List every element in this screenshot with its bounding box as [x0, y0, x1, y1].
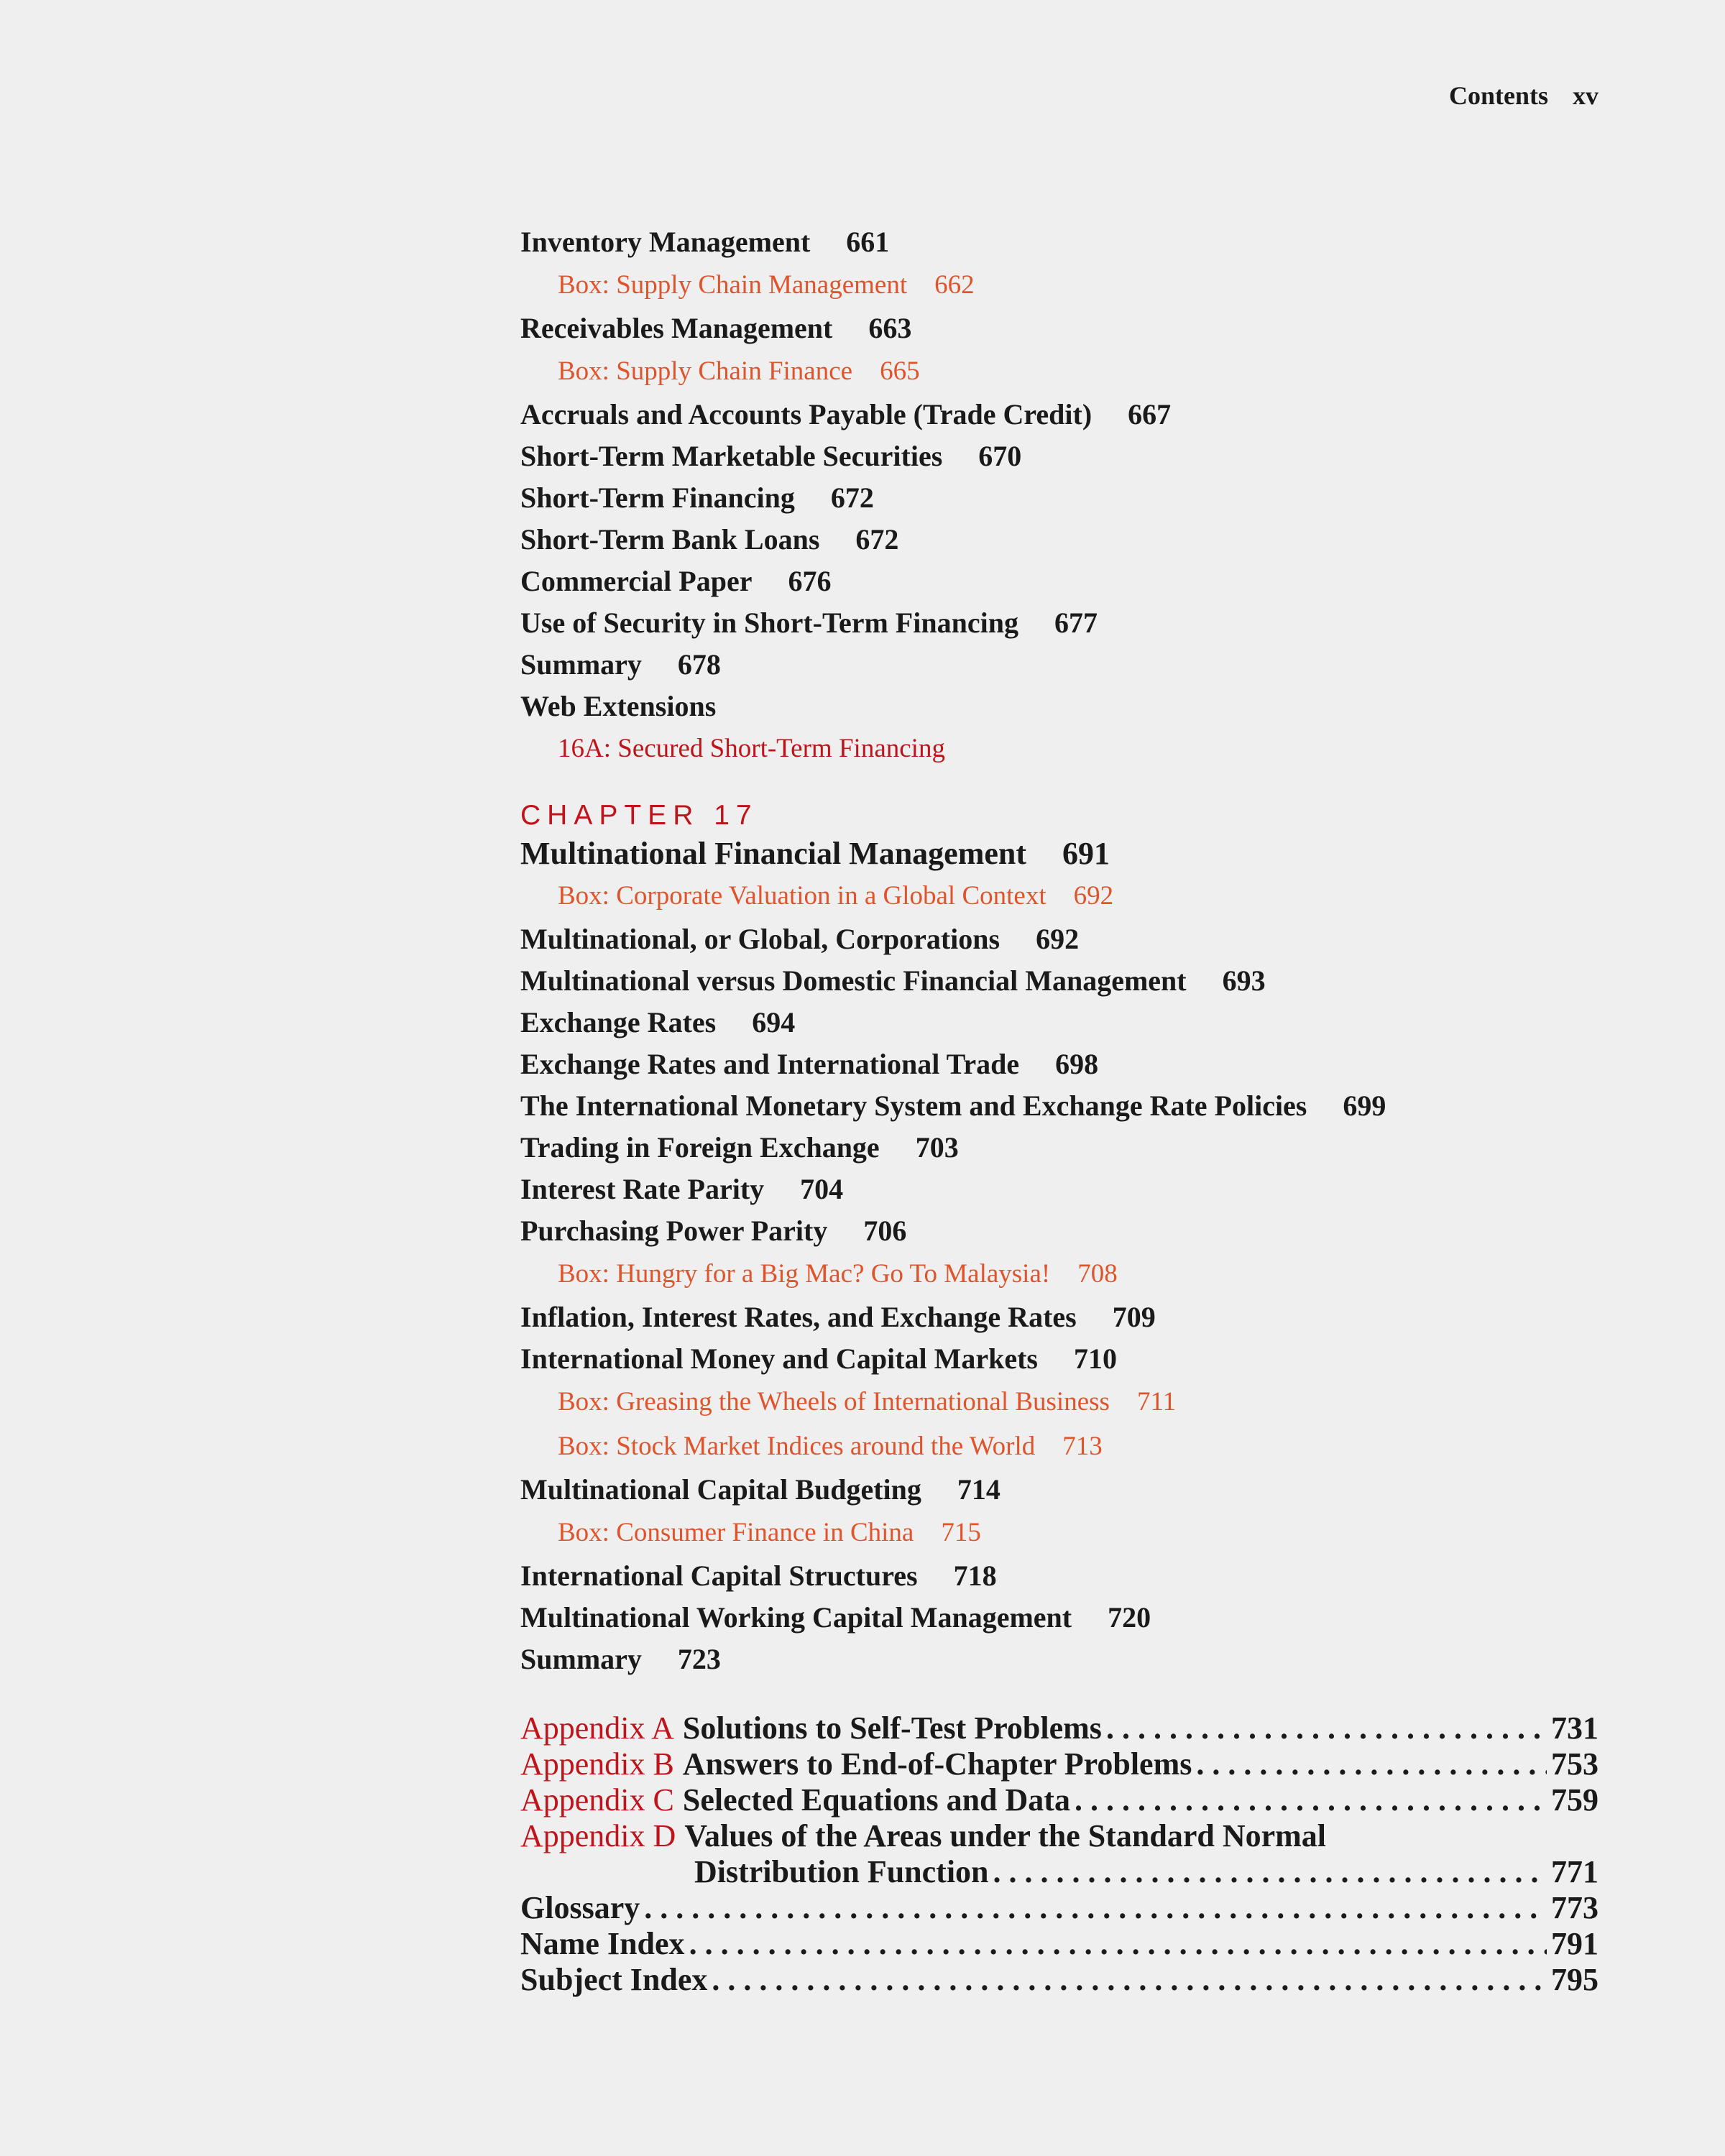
chapter-box-entry[interactable] [520, 1424, 1598, 1469]
top-entry-entry[interactable] [520, 519, 1598, 561]
entry-title: Box: Consumer Finance in China [558, 1518, 914, 1547]
back-matter-page: 795 [1551, 1962, 1598, 1997]
running-head-title: Contents [1448, 81, 1548, 110]
entry-page: 662 [934, 270, 975, 300]
chapter-entry-entry[interactable] [520, 1002, 1598, 1044]
entry-page: 699 [1343, 1089, 1386, 1122]
back-matter-title: Selected Equations and Data [682, 1782, 1070, 1818]
entry-page: 715 [941, 1518, 981, 1547]
dot-leader [644, 1890, 1547, 1926]
top-entry-entry[interactable] [520, 394, 1598, 436]
appendix-label: Appendix B [520, 1746, 674, 1782]
entry-title: The International Monetary System and Exchange Rate Policies [520, 1089, 1307, 1122]
top-entry-entry[interactable] [520, 644, 1598, 686]
entry-title: International Capital Structures [520, 1560, 918, 1592]
entry-title: Inventory Management [520, 226, 811, 258]
chapter-entry-list [520, 874, 1598, 1680]
entry-title: Summary [520, 1643, 642, 1675]
back-matter-page: 791 [1551, 1926, 1598, 1961]
entry-page: 665 [880, 356, 920, 386]
entry-page: 667 [1128, 398, 1172, 430]
entry-title: Summary [520, 648, 642, 681]
entry-page: 710 [1074, 1342, 1117, 1375]
chapter-entry-entry[interactable] [520, 1127, 1598, 1169]
running-head-page: xv [1573, 81, 1598, 110]
chapter-entry-entry[interactable] [520, 1597, 1598, 1639]
back-matter-entry[interactable] [520, 1782, 1598, 1818]
chapter-entry-entry[interactable] [520, 1210, 1598, 1252]
top-entry-entry[interactable] [520, 308, 1598, 349]
entry-title: Multinational Working Capital Management [520, 1601, 1072, 1634]
chapter-label: CHAPTER 17 [520, 800, 758, 831]
entry-page: 663 [868, 312, 912, 344]
back-matter-title: Solutions to Self-Test Problems [682, 1710, 1102, 1746]
chapter-entry-entry[interactable] [520, 1338, 1598, 1380]
chapter-entry-entry[interactable] [520, 1169, 1598, 1210]
back-matter-title: Name Index [520, 1926, 685, 1961]
top-box-entry[interactable] [520, 263, 1598, 308]
back-matter-page: 753 [1551, 1746, 1598, 1782]
back-matter-entry[interactable] [520, 1818, 1598, 1854]
running-head [1449, 80, 1598, 111]
back-matter-title: Values of the Areas under the Standard Normal [684, 1818, 1327, 1853]
back-matter-entry[interactable] [520, 1890, 1598, 1926]
chapter-box-entry[interactable] [520, 1380, 1598, 1424]
top-entry-entry[interactable] [520, 477, 1598, 519]
entry-title: Box: Greasing the Wheels of International Business [558, 1387, 1110, 1416]
entry-page: 709 [1112, 1301, 1156, 1333]
entry-title: Box: Supply Chain Management [558, 270, 908, 300]
entry-title: Commercial Paper [520, 565, 753, 597]
entry-title: Short-Term Bank Loans [520, 523, 820, 556]
entry-page: 677 [1054, 607, 1098, 639]
entry-title: Short-Term Financing [520, 482, 795, 514]
chapter-page: 691 [1062, 836, 1110, 871]
back-matter-continuation [520, 1854, 1598, 1890]
entry-title: Web Extensions [520, 690, 717, 722]
entry-page: 713 [1062, 1432, 1103, 1461]
entry-page: 704 [800, 1173, 844, 1205]
chapter-entry-entry[interactable] [520, 1469, 1598, 1511]
chapter-entry-entry[interactable] [520, 1639, 1598, 1680]
dot-leader [1075, 1782, 1547, 1818]
entry-page: 692 [1073, 881, 1114, 911]
entry-title: Box: Supply Chain Finance [558, 356, 853, 386]
table-of-contents [520, 221, 1598, 1998]
chapter-entry-entry[interactable] [520, 1044, 1598, 1085]
entry-page: 708 [1077, 1259, 1118, 1289]
back-matter-page: 731 [1551, 1710, 1598, 1746]
chapter-title: Multinational Financial Management [520, 836, 1026, 871]
top-entry-entry[interactable] [520, 602, 1598, 644]
top-web-entry[interactable] [520, 727, 1598, 770]
entry-title: International Money and Capital Markets [520, 1342, 1038, 1375]
top-entry-entry[interactable] [520, 561, 1598, 602]
back-matter-entry[interactable] [520, 1962, 1598, 1998]
entry-title: Multinational Capital Budgeting [520, 1473, 921, 1506]
dot-leader [993, 1854, 1547, 1890]
chapter-entry-entry[interactable] [520, 1085, 1598, 1127]
entry-page: 670 [978, 440, 1022, 472]
entry-title: Receivables Management [520, 312, 833, 344]
entry-title: Box: Corporate Valuation in a Global Context [558, 881, 1046, 911]
chapter-entry-entry[interactable] [520, 918, 1598, 960]
chapter-box-entry[interactable] [520, 1511, 1598, 1555]
back-matter-title: Subject Index [520, 1962, 708, 1997]
dot-leader [712, 1962, 1547, 1998]
entry-page: 706 [863, 1215, 907, 1247]
entry-title: Interest Rate Parity [520, 1173, 765, 1205]
chapter-box-entry[interactable] [520, 1252, 1598, 1296]
entry-page: 718 [953, 1560, 997, 1592]
entry-page: 720 [1108, 1601, 1151, 1634]
entry-title: Accruals and Accounts Payable (Trade Credit) [520, 398, 1092, 430]
entry-title: Box: Stock Market Indices around the World [558, 1432, 1036, 1461]
back-matter-page: 771 [1551, 1854, 1598, 1889]
entry-page: 711 [1136, 1387, 1177, 1416]
entry-page: 672 [855, 523, 899, 556]
entry-page: 672 [830, 482, 874, 514]
entry-page: 692 [1036, 923, 1080, 955]
entry-title: Multinational, or Global, Corporations [520, 923, 1000, 955]
chapter-entry-entry[interactable] [520, 1296, 1598, 1338]
entry-page: 661 [846, 226, 890, 258]
back-matter-entry[interactable] [520, 1710, 1598, 1746]
back-matter-title-continuation: Distribution Function [694, 1854, 989, 1889]
entry-title: 16A: Secured Short-Term Financing [558, 734, 945, 763]
top-entry-entry[interactable] [520, 686, 1598, 727]
back-matter-page: 773 [1551, 1890, 1598, 1925]
entry-title: Use of Security in Short-Term Financing [520, 607, 1018, 639]
chapter-title-row[interactable] [520, 834, 1598, 874]
appendix-label: Appendix C [520, 1782, 674, 1818]
entry-page: 694 [752, 1006, 796, 1038]
entry-page: 714 [957, 1473, 1000, 1506]
entry-page: 676 [788, 565, 832, 597]
entry-title: Inflation, Interest Rates, and Exchange Rates [520, 1301, 1077, 1333]
back-matter-entry[interactable] [520, 1926, 1598, 1962]
entry-page: 693 [1222, 964, 1266, 997]
appendix-label: Appendix A [520, 1710, 674, 1746]
back-matter-title: Glossary [520, 1890, 640, 1925]
entry-title: Exchange Rates and International Trade [520, 1048, 1020, 1080]
top-entry-entry[interactable] [520, 436, 1598, 477]
dot-leader [1196, 1746, 1547, 1782]
entry-page: 703 [915, 1131, 959, 1164]
section-top-list [520, 221, 1598, 770]
back-matter-entry[interactable] [520, 1746, 1598, 1782]
entry-title: Exchange Rates [520, 1006, 717, 1038]
top-box-entry[interactable] [520, 349, 1598, 394]
back-matter-page: 759 [1551, 1782, 1598, 1818]
chapter-entry-entry[interactable] [520, 1555, 1598, 1597]
appendix-label: Appendix D [520, 1818, 676, 1853]
back-matter-list [520, 1710, 1598, 1998]
dot-leader [689, 1926, 1547, 1962]
chapter-entry-entry[interactable] [520, 960, 1598, 1002]
top-entry-entry[interactable] [520, 221, 1598, 263]
entry-title: Multinational versus Domestic Financial Management [520, 964, 1187, 997]
back-matter-title: Answers to End-of-Chapter Problems [682, 1746, 1192, 1782]
entry-title: Purchasing Power Parity [520, 1215, 828, 1247]
entry-page: 723 [677, 1643, 721, 1675]
entry-title: Short-Term Marketable Securities [520, 440, 943, 472]
entry-title: Box: Hungry for a Big Mac? Go To Malaysia! [558, 1259, 1051, 1289]
chapter-box-entry[interactable] [520, 874, 1598, 918]
dot-leader [1106, 1710, 1547, 1746]
entry-page: 698 [1055, 1048, 1099, 1080]
entry-page: 678 [677, 648, 721, 681]
entry-title: Trading in Foreign Exchange [520, 1131, 880, 1164]
